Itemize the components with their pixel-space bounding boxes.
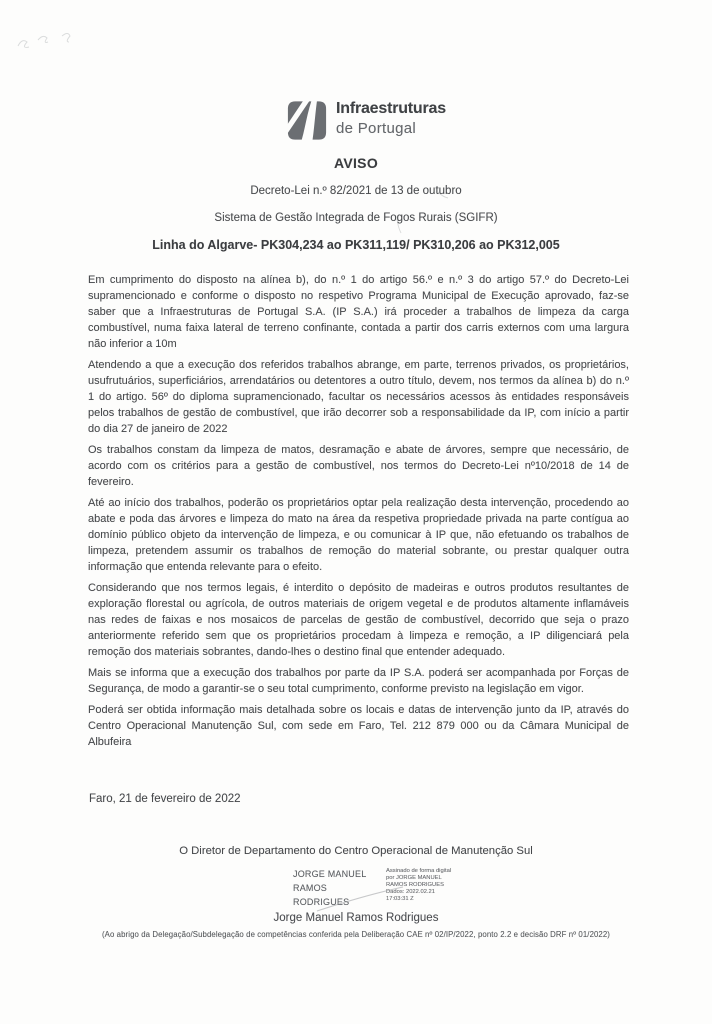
signer-name: Jorge Manuel Ramos Rodrigues: [273, 912, 439, 924]
digital-signature-name-line: RAMOS: [293, 883, 328, 893]
pencil-scribble-artifact: [10, 24, 130, 60]
notice-paragraph: Poderá ser obtida informação mais detalhada sobre os locais e datas de intervenção junto da IP, através do Centro Operacional Manutenção Sul, com sede em Faro, Tel. 212 879 000 ou da Câmara Municipal de Albufeira: [88, 704, 629, 748]
notice-body: [88, 272, 629, 755]
notice-paragraph: Considerando que nos termos legais, é interdito o depósito de madeiras e outros produtos resultantes de exploração florestal ou agrícola, de outros materiais de origem vegetal e de produtos altamente inflamáveis nas redes de faixas e nos mosaicos de parcelas de gestão de combustível, decorrido que seja o prazo anteriormente referido sem que os proprietários procedam à limpeza e remoção, a IP diligenciará pela remoção dos materiais sobrantes, dando-lhes o destino final que entender adequado.: [88, 582, 629, 658]
decree-line: Decreto-Lei n.º 82/2021 de 13 de outubro: [250, 185, 462, 197]
logo-brand-line2: de Portugal: [336, 120, 417, 137]
notice-paragraph: Atendendo a que a execução dos referidos trabalhos abrange, em parte, terrenos privados, os proprietários, usufrutuários, superficiários, arrendatários ou detentores a outro título, devem, nos termos da alínea b) do n.º 1 do artigo. 56º do diploma supramencionado, facultar os necessários acessos às entidades responsáveis pelos trabalhos de gestão de combustível, que irão decorrer sob a responsabilidade da IP, com início a partir do dia 27 de janeiro de 2022: [88, 359, 629, 435]
digital-signature-detail-line: Dados: 2022.02.21: [386, 889, 435, 895]
ip-logo-mark-icon: [287, 100, 327, 141]
signer-title: O Diretor de Departamento do Centro Operacional de Manutenção Sul: [179, 845, 533, 857]
notice-title: AVISO: [333, 155, 379, 171]
digital-signature-detail-line: 17:03:31 Z: [386, 896, 414, 902]
digital-signature-name-line: JORGE MANUEL: [293, 869, 367, 879]
ip-logo: [287, 100, 446, 141]
notice-paragraph: Até ao início dos trabalhos, poderão os proprietários optar pela realização desta intervenção, procedendo ao abate e poda das árvores e limpeza do mato na área da respetiva propriedade privada na parte contígua ao domínio público objeto da intervenção de limpeza, e ou comunicar à IP que, não efetuando os trabalhos de limpeza, pretendem assumir os trabalhos de remoção do material sobrante, ou prestar qualquer outra informação que entenda relevante para o efeito.: [88, 497, 629, 573]
notice-paragraph: Em cumprimento do disposto na alínea b), do n.º 1 do artigo 56.º e n.º 3 do artigo 57.º do Decreto-Lei supramencionado e conforme o disposto no respetivo Programa Municipal de Execução aprovado, faz-se saber que a Infraestruturas de Portugal S.A. (IP S.A.) irá proceder a trabalhos de limpeza da carga combustível, numa faixa lateral de terreno confinante, contada a partir dos carris externos com uma largura não inferior a 10m: [88, 274, 629, 350]
digital-signature-block: [293, 867, 483, 909]
system-line: Sistema de Gestão Integrada de Fogos Rurais (SGIFR): [214, 212, 498, 224]
digital-signature-name: [293, 867, 379, 909]
delegation-footnote: (Ao abrigo da Delegação/Subdelegação de competências conferida pela Deliberação CAE nº 02/IP/2022, ponto 2.2 e decisão DRF nº 01/2022): [101, 930, 611, 939]
digital-signature-detail-line: Assinado de forma digital: [386, 868, 452, 874]
digital-signature-details: [386, 867, 451, 903]
railway-section-line: Linha do Algarve- PK304,234 ao PK311,119/ PK310,206 ao PK312,005: [152, 238, 560, 252]
digital-signature-detail-line: RAMOS RODRIGUES: [386, 882, 444, 888]
digital-signature-detail-line: por JORGE MANUEL: [386, 875, 442, 881]
notice-paragraph: Mais se informa que a execução dos trabalhos por parte da IP S.A. poderá ser acompanhada por Forças de Segurança, de modo a garantir-se o seu total cumprimento, conforme previsto na legislação em vigor.: [88, 667, 629, 695]
logo-brand-line1: Infraestruturas: [336, 100, 446, 117]
place-date: Faro, 21 de fevereiro de 2022: [89, 793, 241, 805]
notice-header: [0, 155, 712, 252]
notice-paragraph: Os trabalhos constam da limpeza de matos, desramação e abate de árvores, sempre que necessário, de acordo com os critérios para a gestão de combustível, nos termos do Decreto-Lei nº10/2018 de 14 de fevereiro.: [88, 444, 629, 488]
logo-wordmark: [336, 100, 446, 137]
digital-signature-name-line: RODRIGUES: [293, 897, 350, 907]
